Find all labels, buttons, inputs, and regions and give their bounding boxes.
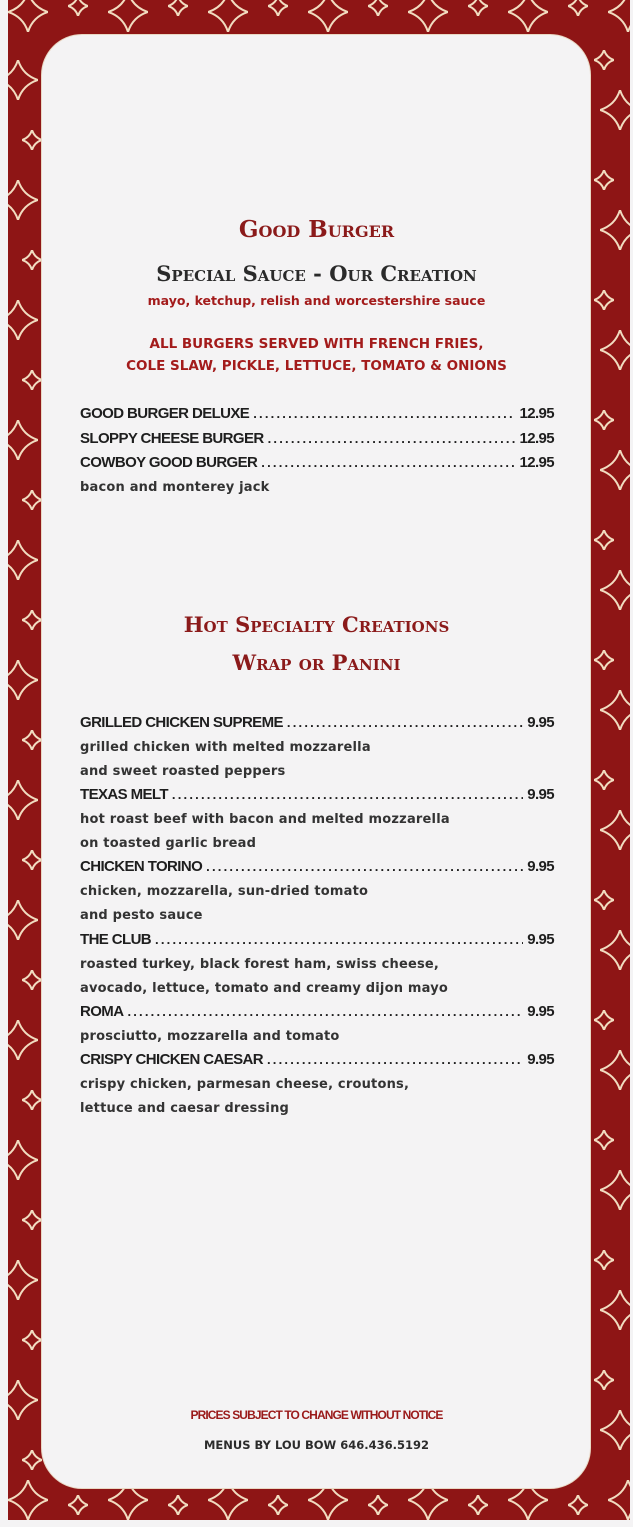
leader-dots — [261, 455, 515, 470]
menu-item-sloppy-cheese-burger — [80, 430, 554, 447]
menu-item-chicken-torino — [80, 858, 554, 875]
item-price: 9.95 — [527, 1003, 554, 1020]
four-point-star-icon — [22, 850, 42, 870]
item-name: GRILLED CHICKEN SUPREME — [80, 714, 283, 731]
four-point-star-icon — [108, 0, 148, 32]
four-point-star-icon — [8, 180, 38, 220]
four-point-star-icon — [22, 490, 42, 510]
leader-dots — [253, 406, 515, 421]
four-point-star-icon — [22, 1450, 42, 1470]
four-point-star-icon — [600, 1170, 630, 1210]
four-point-star-icon — [594, 1130, 614, 1150]
four-point-star-icon — [594, 890, 614, 910]
item-name: THE CLUB — [80, 931, 152, 948]
four-point-star-icon — [68, 0, 88, 16]
leader-dots — [287, 715, 523, 730]
four-point-star-icon — [508, 0, 548, 32]
four-point-star-icon — [594, 170, 614, 190]
four-point-star-icon — [368, 1495, 388, 1515]
menu-item-good-burger-deluxe — [80, 405, 554, 422]
item-price: 9.95 — [527, 931, 554, 948]
four-point-star-icon — [8, 1260, 38, 1300]
item-price: 9.95 — [527, 858, 554, 875]
item-name: ROMA — [80, 1003, 124, 1020]
four-point-star-icon — [608, 1480, 630, 1520]
four-point-star-icon — [600, 90, 630, 130]
item-name: GOOD BURGER DELUXE — [80, 405, 250, 422]
four-point-star-icon — [208, 0, 248, 32]
four-point-star-icon — [594, 530, 614, 550]
four-point-star-icon — [600, 930, 630, 970]
leader-dots — [127, 1004, 523, 1019]
four-point-star-icon — [8, 420, 38, 460]
four-point-star-icon — [594, 1370, 614, 1390]
four-point-star-icon — [594, 410, 614, 430]
item-description: on toasted garlic bread — [80, 836, 257, 851]
four-point-star-icon — [168, 0, 188, 16]
four-point-star-icon — [8, 1020, 38, 1060]
section-title-good-burger: Good Burger — [238, 216, 395, 243]
item-description: bacon and monterey jack — [80, 480, 270, 495]
four-point-star-icon — [8, 1140, 38, 1180]
four-point-star-icon — [608, 0, 630, 32]
four-point-star-icon — [594, 1250, 614, 1270]
item-name: SLOPPY CHEESE BURGER — [80, 430, 264, 447]
leader-dots — [206, 859, 523, 874]
four-point-star-icon — [268, 1495, 288, 1515]
four-point-star-icon — [600, 450, 630, 490]
four-point-star-icon — [568, 0, 588, 16]
four-point-star-icon — [600, 570, 630, 610]
four-point-star-icon — [594, 1010, 614, 1030]
item-description: and pesto sauce — [80, 908, 203, 923]
four-point-star-icon — [594, 50, 614, 70]
item-description: and sweet roasted peppers — [80, 764, 286, 779]
item-name: CHICKEN TORINO — [80, 858, 203, 875]
menu-item-texas-melt — [80, 786, 554, 803]
served-with-line-2: COLE SLAW, PICKLE, LETTUCE, TOMATO & ONIONS — [126, 358, 507, 374]
leader-dots — [155, 932, 523, 947]
item-price: 9.95 — [527, 714, 554, 731]
item-price: 12.95 — [519, 405, 554, 422]
four-point-star-icon — [168, 1495, 188, 1515]
four-point-star-icon — [594, 770, 614, 790]
item-description: chicken, mozzarella, sun-dried tomato — [80, 884, 369, 899]
four-point-star-icon — [22, 730, 42, 750]
four-point-star-icon — [408, 0, 448, 32]
menu-item-the-club — [80, 931, 554, 948]
four-point-star-icon — [600, 1050, 630, 1090]
four-point-star-icon — [8, 540, 38, 580]
item-name: CRISPY CHICKEN CAESAR — [80, 1051, 263, 1068]
four-point-star-icon — [308, 0, 348, 32]
four-point-star-icon — [22, 130, 42, 150]
price-change-notice: PRICES SUBJECT TO CHANGE WITHOUT NOTICE — [190, 1408, 443, 1422]
menu-item-cowboy-good-burger — [80, 454, 554, 471]
menu-item-crispy-chicken-caesar — [80, 1051, 554, 1068]
served-with-line-1: ALL BURGERS SERVED WITH FRENCH FRIES, — [149, 336, 484, 352]
four-point-star-icon — [600, 810, 630, 850]
four-point-star-icon — [8, 780, 38, 820]
four-point-star-icon — [8, 0, 48, 32]
menu-panel — [42, 35, 590, 1488]
menu-credit: MENUS BY LOU BOW 646.436.5192 — [203, 1438, 430, 1452]
four-point-star-icon — [568, 1495, 588, 1515]
item-price: 12.95 — [519, 454, 554, 471]
menu-item-roma — [80, 1003, 554, 1020]
four-point-star-icon — [468, 1495, 488, 1515]
item-price: 9.95 — [527, 1051, 554, 1068]
four-point-star-icon — [8, 900, 38, 940]
special-sauce-description: mayo, ketchup, relish and worcestershire sauce — [147, 293, 486, 308]
section-title-hot-specialty: Hot Specialty Creations — [183, 612, 450, 637]
four-point-star-icon — [68, 1495, 88, 1515]
four-point-star-icon — [468, 0, 488, 16]
four-point-star-icon — [368, 0, 388, 16]
menu-item-grilled-chicken-supreme — [80, 714, 554, 731]
four-point-star-icon — [268, 0, 288, 16]
section-subtitle-wrap-or-panini: Wrap or Panini — [232, 650, 401, 675]
item-name: TEXAS MELT — [80, 786, 168, 803]
item-description: lettuce and caesar dressing — [80, 1101, 290, 1116]
four-point-star-icon — [600, 690, 630, 730]
item-description: avocado, lettuce, tomato and creamy dijon mayo — [80, 981, 449, 996]
leader-dots — [172, 787, 523, 802]
four-point-star-icon — [22, 1090, 42, 1110]
item-description: hot roast beef with bacon and melted mozzarella — [80, 812, 450, 827]
item-description: roasted turkey, black forest ham, swiss cheese, — [80, 957, 440, 972]
item-price: 9.95 — [527, 786, 554, 803]
four-point-star-icon — [8, 60, 38, 100]
special-sauce-heading: Special Sauce - Our Creation — [156, 261, 477, 286]
four-point-star-icon — [22, 970, 42, 990]
four-point-star-icon — [600, 1290, 630, 1330]
four-point-star-icon — [22, 1210, 42, 1230]
leader-dots — [267, 1052, 523, 1067]
item-name: COWBOY GOOD BURGER — [80, 454, 258, 471]
item-description: prosciutto, mozzarella and tomato — [80, 1029, 340, 1044]
item-price: 12.95 — [519, 430, 554, 447]
four-point-star-icon — [8, 1480, 48, 1520]
item-description: grilled chicken with melted mozzarella — [80, 740, 371, 755]
four-point-star-icon — [22, 1330, 42, 1350]
leader-dots — [268, 431, 516, 446]
item-description: crispy chicken, parmesan cheese, croutons, — [80, 1077, 410, 1092]
